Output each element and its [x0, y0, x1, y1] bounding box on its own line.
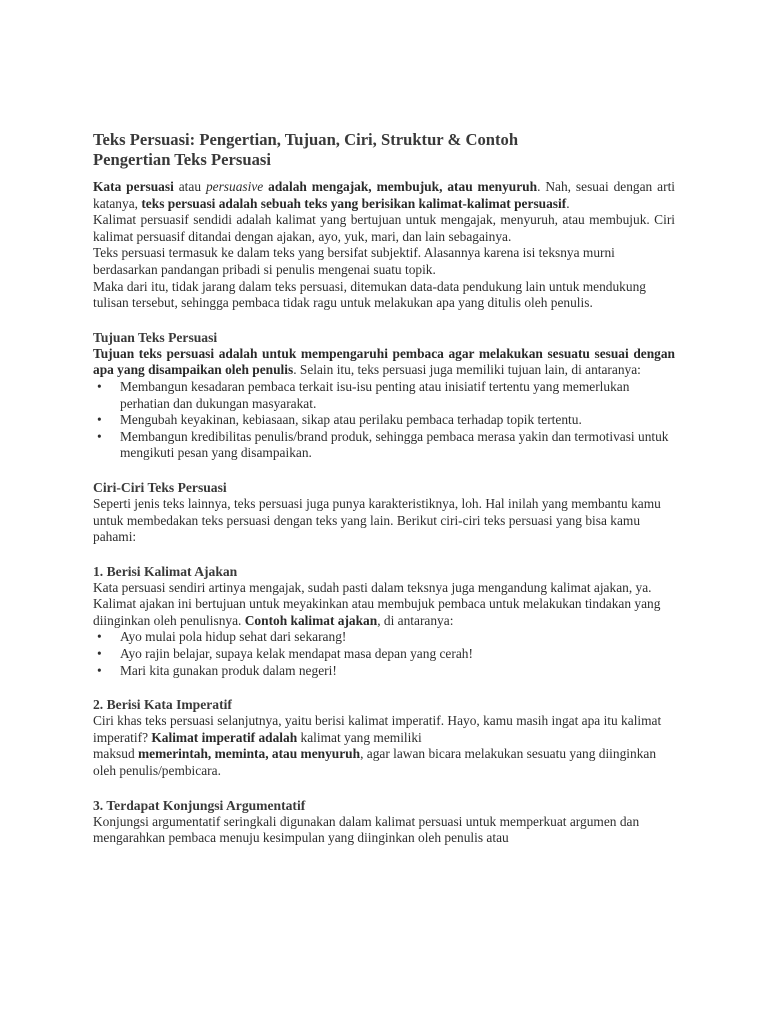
intro-paragraph-1: Kata persuasi atau persuasive adalah mengajak, membujuk, atau menyuruh. Nah, sesuai dengan arti katanya, teks persuasi adalah sebuah teks yang berisikan kalimat-kalimat persuasif. [93, 179, 676, 211]
list-item: • Mari kita gunakan produk dalam negeri! [93, 663, 675, 680]
list-item: • Ayo mulai pola hidup sehat dari sekarang! [93, 629, 675, 646]
kata-imperatif-paragraph: Ciri khas teks persuasi selanjutnya, yaitu berisi kalimat imperatif. Hayo, kamu masih ingat apa itu kalimat imperatif? Kalimat imperatif adalah kalimat yang memiliki maksud memerintah, meminta, atau menyuruh, agar lawan bicara melakukan sesuatu yang diinginkan oleh penulis/pembicara. [93, 713, 662, 779]
konjungsi-paragraph: Konjungsi argumentatif seringkali digunakan dalam kalimat persuasi untuk memperkuat argumen dan mengarahkan pembaca menuju kesimpulan yang diinginkan oleh penulis atau [93, 813, 640, 846]
article-title: Teks Persuasi: Pengertian, Tujuan, Ciri, Struktur & Contoh [93, 130, 519, 149]
list-item: • Membangun kredibilitas penulis/brand produk, sehingga pembaca merasa yakin dan termotivasi untuk mengikuti pesan yang disampaikan. [93, 429, 675, 462]
intro-paragraph-4: Maka dari itu, tidak jarang dalam teks persuasi, ditemukan data-data pendukung lain untuk mendukung tulisan tersebut, sehingga pembaca tidak ragu untuk melakukan apa yang ditulis oleh penulis. [93, 278, 646, 311]
section-heading-ciri: Ciri-Ciri Teks Persuasi [93, 479, 227, 495]
section-heading-konjungsi: 3. Terdapat Konjungsi Argumentatif [93, 797, 306, 813]
article-body [93, 130, 675, 847]
section-heading-pengertian: Pengertian Teks Persuasi [93, 150, 271, 169]
section-heading-kata-imperatif: 2. Berisi Kata Imperatif [93, 697, 232, 713]
intro-paragraph-3: Teks persuasi termasuk ke dalam teks yang bersifat subjektif. Alasannya karena isi teksnya murni berdasarkan pandangan pribadi si penulis mengenai suatu topik. [93, 245, 615, 277]
section-heading-kalimat-ajakan: 1. Berisi Kalimat Ajakan [93, 563, 238, 579]
list-item: • Membangun kesadaran pembaca terkait isu-isu penting atau inisiatif tertentu yang memerlukan perhatian dan dukungan masyarakat. [93, 379, 675, 412]
section-heading-tujuan: Tujuan Teks Persuasi [93, 329, 218, 345]
ajakan-list [93, 629, 675, 679]
tujuan-list [93, 379, 675, 462]
list-item: • Mengubah keyakinan, kebiasaan, sikap atau perilaku pembaca terhadap topik tertentu. [93, 412, 675, 429]
kalimat-ajakan-paragraph: Kata persuasi sendiri artinya mengajak, sudah pasti dalam teksnya juga mengandung kalimat ajakan, ya. Kalimat ajakan ini bertujuan untuk meyakinkan atau membujuk pembaca untuk melakukan tindakan yang diinginkan oleh penulisnya. Contoh kalimat ajakan, di antaranya: [93, 579, 661, 628]
tujuan-paragraph: Tujuan teks persuasi adalah untuk mempengaruhi pembaca agar melakukan sesuatu sesuai dengan apa yang disampaikan oleh penulis. Selain itu, teks persuasi juga memiliki tujuan lain, di antaranya: [93, 345, 675, 378]
ciri-paragraph: Seperti jenis teks lainnya, teks persuasi juga punya karakteristiknya, loh. Hal inilah yang membantu kamu untuk membedakan teks persuasi dengan teks yang lain. Berikut ciri-ciri teks persuasi yang bisa kamu pahami: [93, 495, 661, 545]
intro-paragraph-2: Kalimat persuasif sendidi adalah kalimat yang bertujuan untuk mengajak, menyuruh, atau membujuk. Ciri kalimat persuasif ditandai dengan ajakan, ayo, yuk, mari, dan lain sebagainya. [93, 212, 675, 244]
list-item: • Ayo rajin belajar, supaya kelak mendapat masa depan yang cerah! [93, 646, 675, 663]
